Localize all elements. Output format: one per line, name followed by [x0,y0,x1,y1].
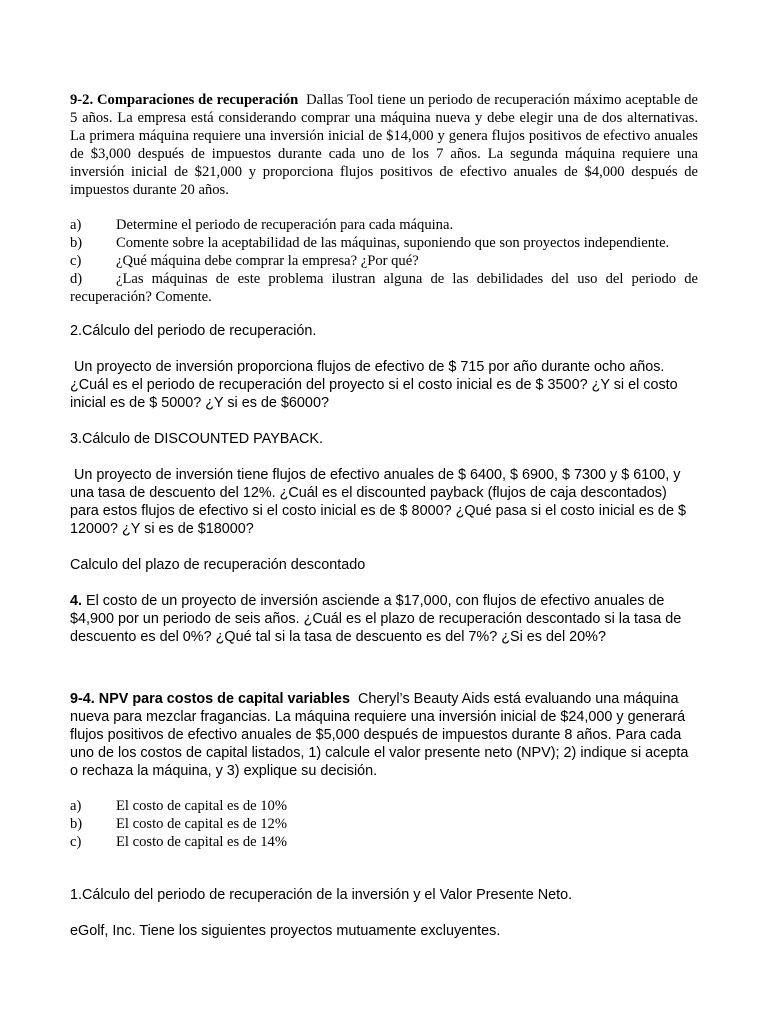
list-item [70,833,698,851]
problem-9-2-body: Dallas Tool tiene un periodo de recuperación máximo aceptable de 5 años. La empresa está considerando comprar una máquina nueva y debe elegir una de dos alternativas. La primera máquina requiere una inversión inicial de $14,000 y genera flujos positivos de efectivo anuales de $3,000 después de impuestos durante cada uno de los 7 años. La segunda máquina requiere una inversión inicial de $21,000 y proporciona flujos positivos de efectivo anuales de $4,000 después de impuestos durante 20 años. [70,92,699,198]
section-2-body: Un proyecto de inversión proporciona flujos de efectivo de $ 715 por año durante ocho años. ¿Cuál es el periodo de recuperación del proyecto si el costo inicial es de $ 3500? ¿Y si el costo inicial es de $ 5000? ¿Y si es de $6000? [70,359,678,411]
list-item [70,234,698,252]
problem-9-4-body: Cheryl’s Beauty Aids está evaluando una máquina nueva para mezclar fragancias. La máquina requiere una inversión inicial de $24,000 y generará flujos positivos de efectivo anuales de $5,000 después de impuestos durante 8 años. Para cada uno de los costos de capital listados, 1) calcule el valor presente neto (NPV); 2) indique si acepta o rechaza la máquina, y 3) explique su decisión. [70,691,689,779]
list-marker: b) [70,816,83,832]
section-3-body: Un proyecto de inversión tiene flujos de efectivo anuales de $ 6400, $ 6900, $ 7300 y $ 6100, y una tasa de descuento del 12%. ¿Cuál es el discounted payback (flujos de caja descontados) para estos flujos de efectivo si el costo inicial es de $ 8000? ¿Qué pasa si el costo inicial es de $ 12000? ¿Y si es de $18000? [70,467,686,537]
section-4-body: El costo de un proyecto de inversión asciende a $17,000, con flujos de efectivo anuales de $4,900 por un periodo de seis años. ¿Cuál es el plazo de recuperación descontado si la tasa de descuento es del 0%? ¿Qué tal si la tasa de descuento es del 7%? ¿Si es del 20%? [70,593,682,645]
list-marker: c) [70,253,82,269]
problem-9-4-paragraph [70,690,698,780]
list-text: El costo de capital es de 14% [116,834,288,850]
section-1-body: eGolf, Inc. Tiene los siguientes proyectos mutuamente excluyentes. [70,923,501,939]
list-marker: d) [70,271,83,287]
list-marker: c) [70,834,82,850]
list-text: Comente sobre la aceptabilidad de las máquinas, suponiendo que son proyectos independiente. [116,235,670,251]
list-item [70,797,698,815]
problem-9-4-title: 9-4. NPV para costos de capital variables [70,691,350,707]
list-item [70,270,698,306]
section-3-heading: 3.Cálculo de DISCOUNTED PAYBACK. [70,431,323,447]
list-text: Determine el periodo de recuperación para cada máquina. [116,217,454,233]
list-marker: b) [70,235,83,251]
list-marker: a) [70,798,82,814]
problem-9-4-list [70,797,698,851]
section-4-number: 4. [70,593,83,609]
section-2-heading: 2.Cálculo del periodo de recuperación. [70,323,317,339]
problem-9-2-paragraph [70,91,698,199]
list-text: ¿Qué máquina debe comprar la empresa? ¿Por qué? [116,253,419,269]
list-marker: a) [70,217,82,233]
list-text: ¿Las máquinas de este problema ilustran alguna de las debilidades del uso del periodo de recuperación? Comente. [70,271,698,305]
list-text: El costo de capital es de 10% [116,798,288,814]
list-text: El costo de capital es de 12% [116,816,288,832]
list-item [70,216,698,234]
section-1-heading: 1.Cálculo del periodo de recuperación de la inversión y el Valor Presente Neto. [70,887,573,903]
section-4-paragraph [70,592,698,646]
problem-9-2-title: 9-2. Comparaciones de recuperación [70,92,299,108]
document-page [70,91,698,940]
problem-9-2-list [70,216,698,306]
list-item [70,252,698,270]
section-calc-heading: Calculo del plazo de recuperación descontado [70,557,366,573]
list-item [70,815,698,833]
